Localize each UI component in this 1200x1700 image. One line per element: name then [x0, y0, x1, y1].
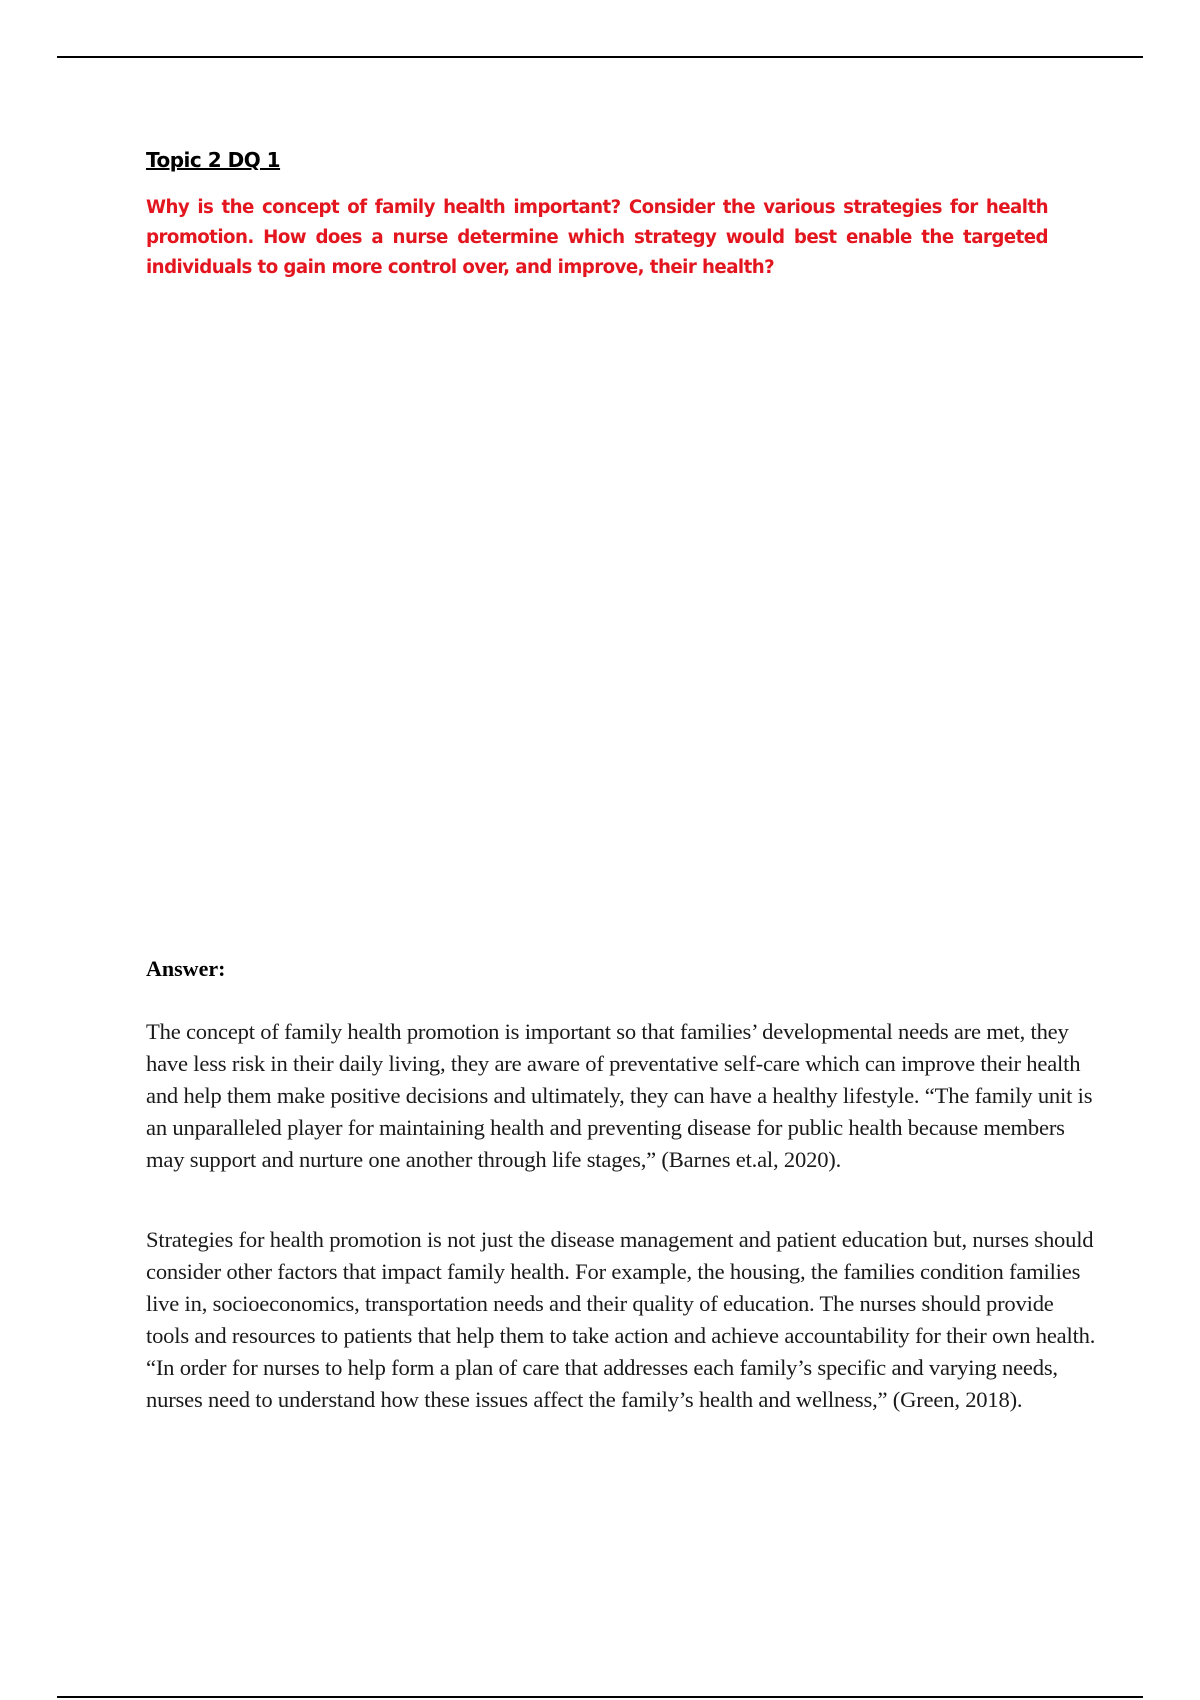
answer-heading: Answer: [146, 956, 226, 981]
topic-title: Topic 2 DQ 1 [146, 148, 281, 172]
answer-paragraph-1: The concept of family health promotion is important so that families’ developmental needs are met, they have less risk in their daily living, they are aware of preventative self-care which can improve their health and help them make positive decisions and ultimately, they can have a healthy lifestyle. “The family unit is an unparalleled player for maintaining health and preventing disease for public health because members may support and nurture one another through life stages,” (Barnes et.al, 2020). [146, 1019, 1093, 1172]
answer-paragraph-2: Strategies for health promotion is not just the disease management and patient education but, nurses should consider other factors that impact family health. For example, the housing, the families condition families live in, socioeconomics, transportation needs and their quality of education. The nurses should provide tools and resources to patients that help them to take action and achieve accountability for their own health. “In order for nurses to help form a plan of care that addresses each family’s specific and varying needs, nurses need to understand how these issues affect the family’s health and wellness,” (Green, 2018). [146, 1227, 1096, 1412]
header-rule [57, 56, 1143, 58]
discussion-question: Why is the concept of family health important? Consider the various strategies for health promotion. How does a nurse determine which strategy would best enable the targeted individuals to gain more control over, and improve, their health? [146, 197, 1048, 278]
footer-rule [57, 1696, 1143, 1698]
